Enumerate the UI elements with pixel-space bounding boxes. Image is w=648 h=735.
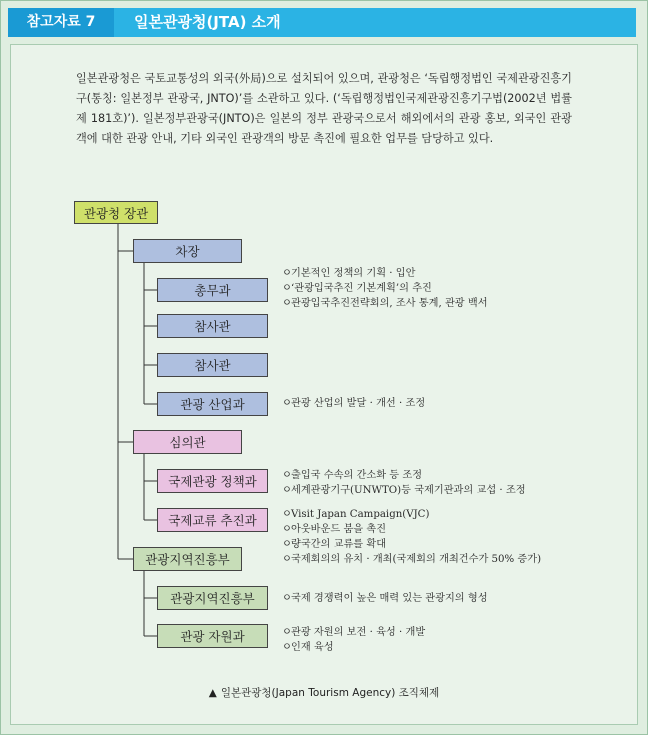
note-line: ㅇ아웃바운드 붐을 촉진	[282, 524, 387, 535]
org-box-regional-dept: 관광지역진흥부	[133, 547, 242, 571]
org-box-commissioner: 관광청 장관	[74, 201, 158, 224]
note-line: ㅇ국제 경쟁력이 높은 매력 있는 관광지의 형성	[282, 593, 488, 604]
page-title: 일본관광청(JTA) 소개	[134, 13, 281, 31]
note-line: ㅇ‘관광입국추진 기본계획’의 추진	[282, 283, 432, 294]
note-tourism-industry	[282, 396, 425, 411]
note-regional-division	[282, 591, 488, 606]
bullet-icon: ㅇ	[282, 398, 292, 409]
note-intl-exchange	[282, 507, 541, 567]
bullet-icon: ㅇ	[282, 509, 292, 520]
org-box-councilor-1: 참사관	[157, 314, 268, 338]
org-box-councilor-2: 참사관	[157, 353, 268, 377]
note-general-affairs	[282, 266, 488, 311]
org-box-deliberation: 심의관	[133, 430, 242, 454]
org-box-tourism-industry: 관광 산업과	[157, 392, 268, 416]
bullet-icon: ㅇ	[282, 524, 292, 535]
org-box-tourism-resources: 관광 자원과	[157, 624, 268, 648]
caption-text: 일본관광청(Japan Tourism Agency) 조직체제	[220, 687, 440, 699]
bullet-icon: ㅇ	[282, 283, 292, 294]
note-line: ㅇ인재 육성	[282, 642, 334, 653]
bullet-icon: ㅇ	[282, 642, 292, 653]
org-box-general-affairs: 총무과	[157, 278, 268, 302]
bullet-icon: ㅇ	[282, 554, 292, 565]
reference-tag: 참고자료 7	[8, 8, 114, 37]
note-line: ㅇVisit Japan Campaign(VJC)	[282, 509, 430, 520]
triangle-icon: ▲	[208, 687, 217, 699]
note-intl-policy	[282, 468, 526, 498]
note-line: ㅇ기본적인 정책의 기획 · 입안	[282, 268, 416, 279]
note-line: ㅇ관광 산업의 발달 · 개선 · 조정	[282, 398, 426, 409]
org-box-intl-policy: 국제관광 정책과	[157, 469, 268, 493]
intro-text: 일본관광청은 국토교통성의 외국(外局)으로 설치되어 있으며, 관광청은 ‘독립행정법인 국제관광진흥기구(통칭: 일본정부 관광국, JNTO)’를 소관하고 있다. (‘독립행정법인국제관광진흥기구법(2002년 법률 제 181호)’). 일본정부관광국(JNTO)은 일본의 정부 관광국으로서 해외에서의 관광 홍보, 외국인 관광객에 대한 관광 안내, 기타 외국인 관광객의 방문 촉진에 필요한 업무를 담당하고 있다.	[76, 72, 572, 145]
note-line: ㅇ관광입국추진전략회의, 조사 통계, 관광 백서	[282, 298, 488, 309]
org-box-vice-commissioner: 차장	[133, 239, 242, 263]
note-line: ㅇ세계관광기구(UNWTO)등 국제기관과의 교섭 · 조정	[282, 485, 526, 496]
bullet-icon: ㅇ	[282, 470, 292, 481]
note-line: ㅇ량국간의 교류를 확대	[282, 539, 387, 550]
bullet-icon: ㅇ	[282, 593, 292, 604]
org-box-intl-exchange: 국제교류 추진과	[157, 508, 268, 532]
note-line: ㅇ국제회의의 유치 · 개최(국제회의 개최건수가 50% 증가)	[282, 554, 542, 565]
bullet-icon: ㅇ	[282, 627, 292, 638]
bullet-icon: ㅇ	[282, 268, 292, 279]
figure-caption	[0, 685, 648, 700]
org-box-regional-division: 관광지역진흥부	[157, 586, 268, 610]
bullet-icon: ㅇ	[282, 485, 292, 496]
bullet-icon: ㅇ	[282, 298, 292, 309]
note-line: ㅇ관광 자원의 보전 · 육성 · 개발	[282, 627, 426, 638]
note-line: ㅇ출입국 수속의 간소화 등 조정	[282, 470, 423, 481]
bullet-icon: ㅇ	[282, 539, 292, 550]
note-tourism-resources	[282, 625, 425, 655]
